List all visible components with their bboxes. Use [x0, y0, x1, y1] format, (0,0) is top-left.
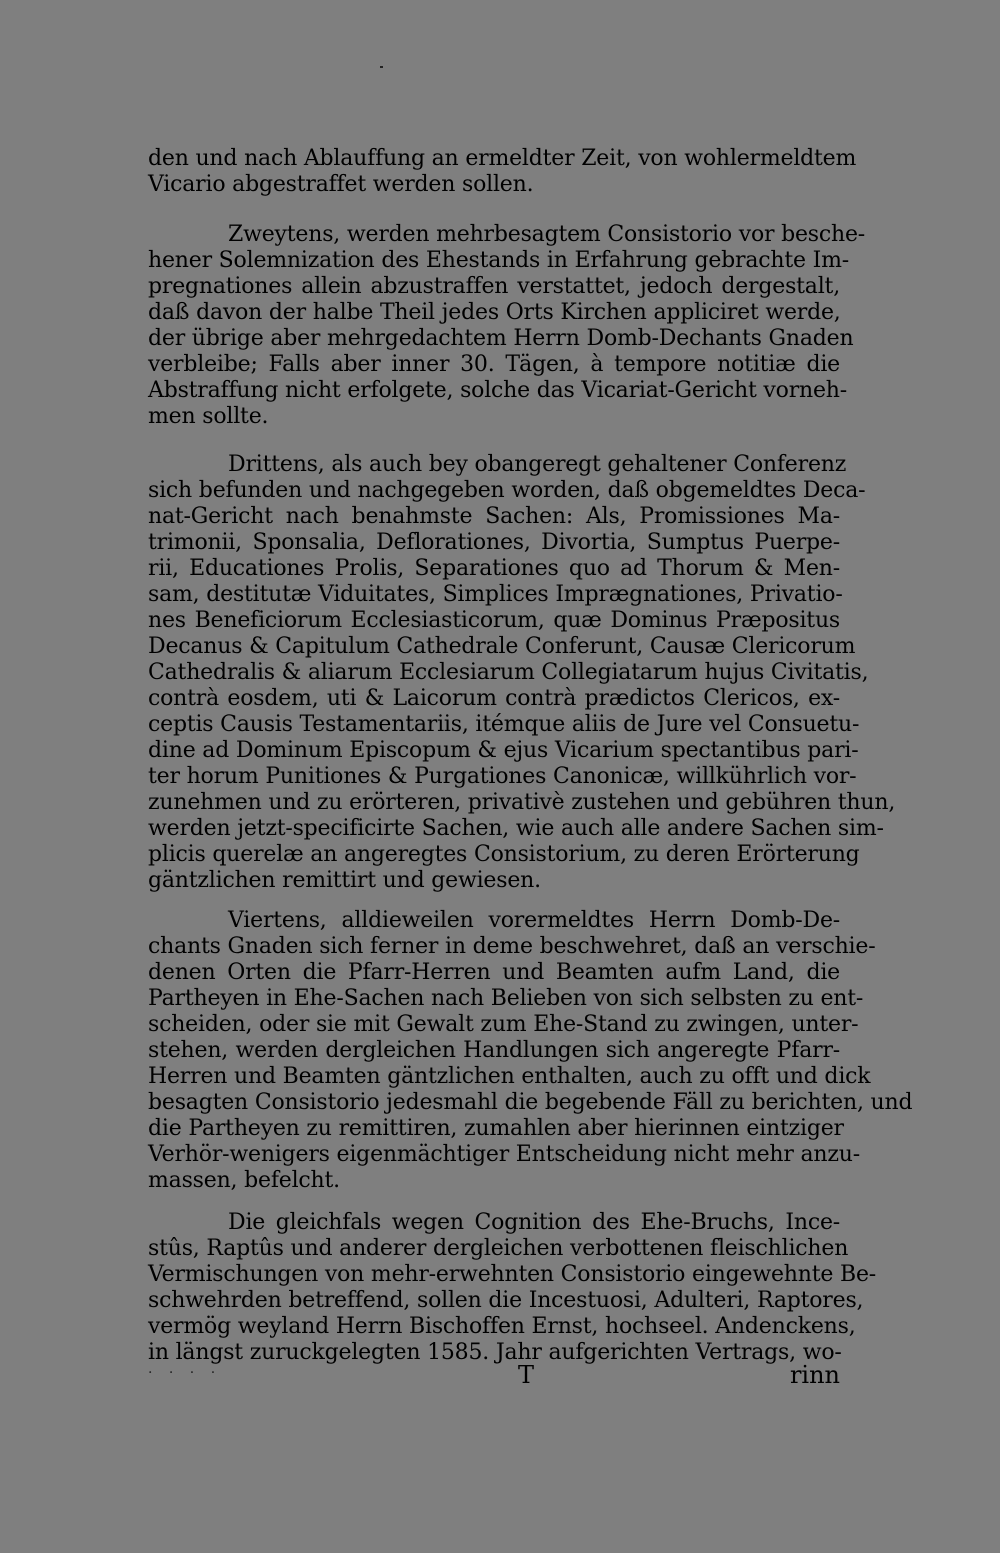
text-line: Decanus & Capitulum Cathedrale Conferunt, Causæ Clericorum: [148, 634, 856, 659]
text-line: Verhör-wenigers eigenmächtiger Entscheidung nicht mehr anzu-: [148, 1142, 860, 1167]
text-line: stûs, Raptûs und anderer dergleichen verbottenen fleischlichen: [148, 1236, 849, 1261]
text-line: chants Gnaden sich ferner in deme beschwehret, daß an verschie-: [148, 934, 876, 959]
text-line: stehen, werden dergleichen Handlungen sich angeregte Pfarr-: [148, 1038, 840, 1063]
signature-mark: T: [518, 1361, 535, 1389]
text-line: plicis querelæ an angeregtes Consistorium, zu deren Erörterung: [148, 842, 860, 867]
text-line: schwehrden betreffend, sollen die Incestuosi, Adulteri, Raptores,: [148, 1288, 864, 1313]
text-line: dine ad Dominum Episcopum & ejus Vicarium spectantibus pari-: [148, 738, 859, 763]
text-line: werden jetzt-specificirte Sachen, wie auch alle andere Sachen sim-: [148, 816, 884, 841]
text-line: in längst zuruckgelegten 1585. Jahr aufgerichten Vertrags, wo-: [148, 1340, 842, 1365]
footer-marks: · · · ·: [148, 1365, 222, 1381]
paragraph-1: [148, 146, 857, 198]
text-line: gäntzlichen remittirt und gewiesen.: [148, 868, 541, 893]
text-line: verbleibe; Falls aber inner 30. Tägen, à tempore notitiæ die: [148, 352, 840, 377]
text-line: Viertens, alldieweilen vorermeldtes Herrn Domb-De-: [228, 908, 840, 933]
text-line: ceptis Causis Testamentariis, itémque aliis de Jure vel Consuetu-: [148, 712, 860, 737]
text-line: Vermischungen von mehr-erwehnten Consistorio eingewehnte Be-: [148, 1262, 876, 1287]
text-line: die Partheyen zu remittiren, zumahlen aber hierinnen eintziger: [148, 1116, 844, 1141]
paragraph-4: [148, 908, 913, 1194]
text-line: hener Solemnization des Ehestands in Erfahrung gebrachte Im-: [148, 248, 850, 273]
text-line: rii, Educationes Prolis, Separationes quo ad Thorum & Men-: [148, 556, 840, 581]
text-line: den und nach Ablauffung an ermeldter Zeit, von wohlermeldtem: [148, 146, 857, 171]
text-line: denen Orten die Pfarr-Herren und Beamten aufm Land, die: [148, 960, 840, 985]
ink-speck: [380, 66, 383, 68]
text-line: besagten Consistorio jedesmahl die begebende Fäll zu berichten, und: [148, 1090, 913, 1115]
text-line: Zweytens, werden mehrbesagtem Consistorio vor besche-: [228, 222, 866, 247]
page-footer: [148, 1360, 840, 1390]
text-line: nes Beneficiorum Ecclesiasticorum, quæ Dominus Præpositus: [148, 608, 840, 633]
catchword: rinn: [789, 1361, 840, 1389]
text-line: pregnationes allein abzustraffen verstattet, jedoch dergestalt,: [148, 274, 840, 299]
text-line: zunehmen und zu erörteren, privativè zustehen und gebühren thun,: [148, 790, 896, 815]
text-line: sam, destitutæ Viduitates, Simplices Imprægnationes, Privatio-: [148, 582, 843, 607]
text-line: trimonii, Sponsalia, Deflorationes, Divortia, Sumptus Puerpe-: [148, 530, 840, 555]
text-line: daß davon der halbe Theil jedes Orts Kirchen appliciret werde,: [148, 300, 841, 325]
text-line: vermög weyland Herrn Bischoffen Ernst, hochseel. Andenckens,: [148, 1314, 856, 1339]
text-line: Die gleichfals wegen Cognition des Ehe-Bruchs, Ince-: [228, 1210, 840, 1235]
text-line: sich befunden und nachgegeben worden, daß obgemeldtes Deca-: [148, 478, 866, 503]
text-line: men sollte.: [148, 404, 269, 429]
text-line: contrà eosdem, uti & Laicorum contrà prædictos Clericos, ex-: [148, 686, 840, 711]
paragraph-2: [148, 222, 866, 430]
text-line: scheiden, oder sie mit Gewalt zum Ehe-Stand zu zwingen, unter-: [148, 1012, 859, 1037]
text-line: massen, befelcht.: [148, 1168, 340, 1193]
text-line: Partheyen in Ehe-Sachen nach Belieben von sich selbsten zu ent-: [148, 986, 864, 1011]
text-line: ter horum Punitiones & Purgationes Canonicæ, willkührlich vor-: [148, 764, 857, 789]
text-line: Herren und Beamten gäntzlichen enthalten, auch zu offt und dick: [148, 1064, 871, 1089]
paragraph-3: [148, 452, 896, 894]
text-line: Vicario abgestraffet werden sollen.: [148, 172, 534, 197]
text-line: Abstraffung nicht erfolgete, solche das Vicariat-Gericht vorneh-: [148, 378, 847, 403]
text-line: Drittens, als auch bey obangeregt gehaltener Conferenz: [228, 452, 847, 477]
text-line: Cathedralis & aliarum Ecclesiarum Collegiatarum hujus Civitatis,: [148, 660, 869, 685]
text-line: der übrige aber mehrgedachtem Herrn Domb-Dechants Gnaden: [148, 326, 854, 351]
paragraph-5: [148, 1210, 876, 1366]
text-line: nat-Gericht nach benahmste Sachen: Als, Promissiones Ma-: [148, 504, 840, 529]
